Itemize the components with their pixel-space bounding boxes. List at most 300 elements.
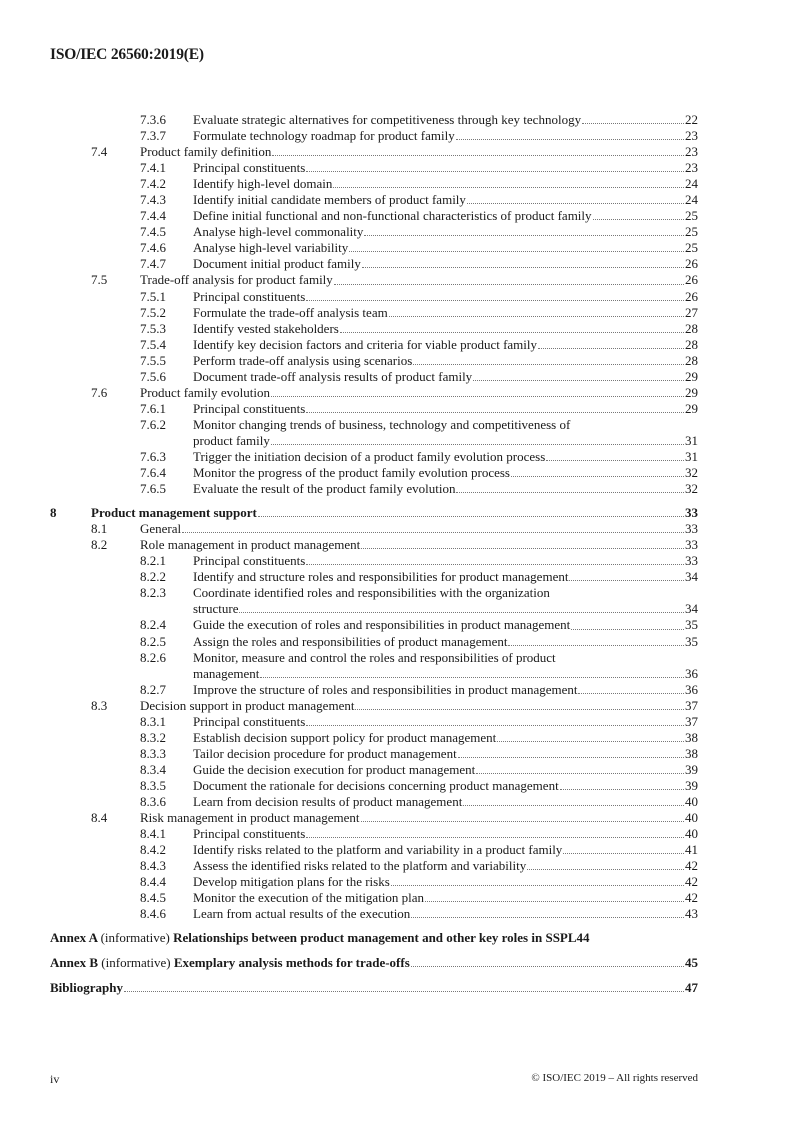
page-ref[interactable]: 32: [685, 481, 698, 497]
page-ref[interactable]: 39: [685, 761, 698, 777]
section-number: 8.3.6: [140, 793, 166, 809]
dot-leader: [272, 144, 684, 156]
dot-leader: [511, 465, 684, 477]
page-ref[interactable]: 40: [685, 826, 698, 842]
entry-body: [193, 682, 698, 698]
annex-heading[interactable]: [50, 980, 123, 996]
toc-entry[interactable]: [50, 617, 698, 633]
entry-body: [193, 449, 698, 465]
toc-entry[interactable]: [50, 746, 698, 762]
toc-entry[interactable]: [50, 714, 698, 730]
dot-leader: [456, 128, 684, 140]
entry-body: [140, 144, 698, 160]
page-ref[interactable]: 25: [685, 224, 698, 240]
toc-entry[interactable]: [50, 144, 698, 160]
section-title[interactable]: Identify vested stakeholders: [193, 320, 339, 336]
entry-body: [193, 353, 698, 369]
page-ref[interactable]: 37: [685, 713, 698, 729]
entry-body: [193, 128, 698, 144]
page-number: iv: [50, 1072, 60, 1086]
dot-leader: [476, 762, 684, 774]
page-ref[interactable]: 37: [685, 697, 698, 713]
section-number: 8.4.3: [140, 858, 166, 874]
dot-leader: [569, 569, 684, 581]
toc-entry[interactable]: [50, 810, 698, 826]
toc-entry[interactable]: [50, 208, 698, 224]
page-ref[interactable]: 41: [685, 842, 698, 858]
entry-body: [193, 601, 698, 617]
annex-label: Annex B: [50, 955, 99, 971]
section-title[interactable]: Role management in product management: [140, 537, 361, 553]
section-title[interactable]: Formulate the trade-off analysis team: [193, 304, 388, 320]
section-title[interactable]: Principal constituents: [193, 826, 306, 842]
dot-leader: [306, 289, 684, 301]
section-number: 7.6.2: [140, 416, 166, 432]
toc-entry[interactable]: [50, 192, 698, 208]
section-title-continued[interactable]: management: [193, 665, 260, 681]
section-title[interactable]: General: [140, 521, 182, 537]
toc-entry[interactable]: [50, 537, 698, 553]
section-title[interactable]: Perform trade-off analysis using scenarios: [193, 352, 413, 368]
section-number: 8.2.5: [140, 633, 166, 649]
entry-body: [193, 730, 698, 746]
entry-body: [193, 208, 698, 224]
toc-entry[interactable]: [50, 465, 698, 481]
section-title[interactable]: Analyse high-level variability: [193, 240, 349, 256]
page-ref[interactable]: 26: [685, 272, 698, 288]
toc-entry[interactable]: [50, 505, 698, 521]
entry-body: [193, 858, 698, 874]
section-title[interactable]: Evaluate strategic alternatives for competitiveness through key technology: [193, 112, 582, 127]
dot-leader: [458, 746, 684, 758]
entry-body: [193, 289, 698, 305]
document-id: ISO/IEC 26560:2019(E): [50, 46, 204, 63]
dot-leader: [593, 208, 684, 220]
section-title[interactable]: Improve the structure of roles and responsibilities in product management: [193, 681, 578, 697]
section-title-continued[interactable]: structure: [193, 601, 239, 617]
section-title[interactable]: Document trade-off analysis results of product family: [193, 368, 473, 384]
entry-body: [140, 698, 698, 714]
entry-body: [193, 842, 698, 858]
section-number: 8.2.1: [140, 553, 166, 569]
toc-entry[interactable]: [50, 521, 698, 537]
section-title[interactable]: Identify and structure roles and responsibilities for product management: [193, 569, 569, 585]
page-ref[interactable]: 33: [685, 553, 698, 569]
toc-entry[interactable]: [50, 321, 698, 337]
toc-entry[interactable]: [50, 337, 698, 353]
toc-entry[interactable]: [50, 160, 698, 176]
toc-entry-continuation[interactable]: [50, 666, 698, 682]
section-title[interactable]: Establish decision support policy for product management: [193, 729, 497, 745]
dot-leader: [334, 272, 684, 284]
section-title[interactable]: Identify key decision factors and criteria for viable product family: [193, 336, 538, 352]
section-number: 8.2.4: [140, 617, 166, 633]
dot-leader: [361, 810, 685, 822]
section-number: 8.2.2: [140, 569, 166, 585]
toc-entry[interactable]: [50, 176, 698, 192]
section-number: 7.4.6: [140, 240, 166, 256]
section-title[interactable]: Monitor changing trends of business, technology and competitiveness of: [193, 416, 571, 432]
entry-body: [193, 176, 698, 192]
toc-entry-continuation[interactable]: [50, 601, 698, 617]
toc-entry[interactable]: [50, 778, 698, 794]
entry-title-line: [193, 417, 698, 433]
toc-entry[interactable]: [50, 481, 698, 497]
section-number: 7.4.7: [140, 256, 166, 272]
entry-body: [193, 401, 698, 417]
toc-entry-continuation[interactable]: [50, 433, 698, 449]
toc-entry[interactable]: [50, 874, 698, 890]
entry-title-line: [193, 585, 698, 601]
page-ref[interactable]: 40: [685, 810, 698, 826]
toc-entry[interactable]: [50, 682, 698, 698]
section-number: 7.6.3: [140, 448, 166, 464]
entry-body: [193, 746, 698, 762]
dot-leader: [456, 481, 684, 493]
section-title[interactable]: Trade-off analysis for product family: [140, 272, 333, 288]
entry-body: [193, 256, 698, 272]
entry-body: [193, 714, 698, 730]
section-number: 7.4.3: [140, 192, 166, 208]
page-ref[interactable]: 28: [685, 352, 698, 368]
section-number: 7.5.6: [140, 368, 166, 384]
annex-type: (informative): [100, 930, 170, 946]
section-title[interactable]: Document the rationale for decisions concerning product management: [193, 777, 559, 793]
page-ref[interactable]: 23: [685, 144, 698, 160]
toc-entry[interactable]: [50, 272, 698, 288]
section-number: 7.5: [91, 272, 108, 288]
dot-leader: [467, 192, 684, 204]
page-ref[interactable]: 29: [685, 384, 698, 400]
entry-body: [50, 980, 698, 996]
section-number: 7.4.4: [140, 208, 166, 224]
annex-entry[interactable]: [50, 955, 698, 980]
entry-body: [140, 385, 698, 401]
section-number: 8.2.7: [140, 681, 166, 697]
toc-entry[interactable]: [50, 353, 698, 369]
section-number: 8.4.6: [140, 906, 166, 922]
dot-leader: [124, 980, 684, 992]
page-ref[interactable]: 42: [685, 858, 698, 874]
toc-entry[interactable]: [50, 585, 698, 601]
dot-leader: [182, 521, 684, 533]
section-number: 7.3.6: [140, 112, 166, 127]
page-ref[interactable]: 44: [576, 930, 590, 946]
dot-leader: [463, 794, 684, 806]
table-of-contents: [50, 112, 698, 1005]
section-title[interactable]: Formulate technology roadmap for product family: [193, 128, 455, 144]
entry-body: [140, 810, 698, 826]
entry-body: [193, 874, 698, 890]
toc-entry[interactable]: [50, 385, 698, 401]
dot-leader: [362, 256, 684, 268]
dot-leader: [508, 634, 684, 646]
copyright-notice: © ISO/IEC 2019 – All rights reserved: [531, 1072, 698, 1084]
dot-leader: [333, 176, 684, 188]
section-title[interactable]: Product family definition: [140, 144, 272, 160]
section-title[interactable]: Evaluate the result of the product family evolution: [193, 481, 456, 497]
toc-entry[interactable]: [50, 906, 698, 922]
section-number: 7.4.1: [140, 160, 166, 176]
entry-body: [193, 112, 698, 128]
toc-entry[interactable]: [50, 698, 698, 714]
dot-leader: [527, 858, 684, 870]
annex-label: Annex A: [50, 930, 98, 946]
page-ref[interactable]: 35: [685, 633, 698, 649]
section-title[interactable]: Define initial functional and non-functional characteristics of product family: [193, 208, 592, 224]
dot-leader: [355, 698, 684, 710]
annex-title: Relationships between product management and other key roles in SSPL: [173, 930, 577, 946]
page-ref[interactable]: 22: [685, 112, 698, 127]
annex-title: Exemplary analysis methods for trade-offs: [173, 955, 410, 971]
section-title[interactable]: Document initial product family: [193, 256, 361, 272]
dot-leader: [340, 321, 684, 333]
dot-leader: [582, 112, 684, 124]
section-title[interactable]: Identify high-level domain: [193, 176, 333, 192]
page-ref[interactable]: 23: [685, 160, 698, 176]
page-ref[interactable]: 39: [685, 777, 698, 793]
toc-entry[interactable]: [50, 128, 698, 144]
annex-heading[interactable]: [50, 930, 577, 946]
toc-entry[interactable]: [50, 762, 698, 778]
section-number: 8.2: [91, 537, 108, 553]
entry-body: [50, 955, 698, 971]
section-title[interactable]: Monitor the progress of the product family evolution process: [193, 465, 510, 481]
section-number: 8.4.2: [140, 842, 166, 858]
section-number: 8.3.3: [140, 745, 166, 761]
dot-leader: [349, 240, 684, 252]
entry-body: [193, 569, 698, 585]
dot-leader: [389, 305, 684, 317]
entry-body: [193, 778, 698, 794]
dot-leader: [271, 385, 684, 397]
dot-leader: [411, 906, 684, 918]
entry-body: [91, 505, 698, 521]
toc-entry[interactable]: [50, 794, 698, 810]
section-title[interactable]: Principal constituents: [193, 288, 306, 304]
toc-entry[interactable]: [50, 858, 698, 874]
dot-leader: [271, 433, 684, 445]
dot-leader: [361, 537, 684, 549]
annex-entry[interactable]: [50, 930, 698, 955]
entry-body: [193, 762, 698, 778]
section-number: 7.5.1: [140, 288, 166, 304]
dot-leader: [258, 505, 684, 517]
entry-body: [193, 369, 698, 385]
section-number: 8.2.3: [140, 585, 166, 601]
entry-body: [193, 906, 698, 922]
toc-entry[interactable]: [50, 112, 698, 128]
toc-entry[interactable]: [50, 569, 698, 585]
toc-entry[interactable]: [50, 369, 698, 385]
section-number: 7.5.5: [140, 352, 166, 368]
dot-leader: [411, 955, 684, 967]
section-title[interactable]: Identify risks related to the platform and variability in a product family: [193, 842, 563, 858]
section-number: 8.2.6: [140, 649, 166, 665]
section-title[interactable]: Identify initial candidate members of product family: [193, 192, 466, 208]
section-number: 8.4.1: [140, 826, 166, 842]
entry-body: [193, 305, 698, 321]
toc-entry[interactable]: [50, 730, 698, 746]
page-ref[interactable]: 34: [685, 569, 698, 585]
annex-title: Bibliography: [50, 980, 123, 996]
dot-leader: [239, 601, 684, 613]
section-title[interactable]: Guide the decision execution for product management: [193, 761, 476, 777]
page-ref[interactable]: 25: [685, 208, 698, 224]
page-ref[interactable]: 38: [685, 745, 698, 761]
section-number: 8.3.5: [140, 777, 166, 793]
entry-body: [193, 617, 698, 633]
section-number: 7.4.2: [140, 176, 166, 192]
section-title[interactable]: Decision support in product management: [140, 697, 355, 713]
section-title[interactable]: Assess the identified risks related to the platform and variability: [193, 858, 527, 874]
page-ref[interactable]: 24: [685, 192, 698, 208]
section-title[interactable]: Trigger the initiation decision of a product family evolution process: [193, 448, 546, 464]
section-number: 7.5.4: [140, 336, 166, 352]
page-ref[interactable]: 35: [685, 617, 698, 633]
section-number: 8.1: [91, 521, 108, 537]
section-title[interactable]: Assign the roles and responsibilities of product management: [193, 633, 508, 649]
toc-entry[interactable]: [50, 305, 698, 321]
page-ref[interactable]: 42: [685, 874, 698, 890]
section-title[interactable]: Monitor the execution of the mitigation plan: [193, 890, 425, 906]
section-title[interactable]: Analyse high-level commonality: [193, 224, 364, 240]
page-ref[interactable]: 29: [685, 368, 698, 384]
section-title[interactable]: Guide the execution of roles and responsibilities in product management: [193, 617, 571, 633]
section-number: 7.5.2: [140, 304, 166, 320]
dot-leader: [391, 874, 684, 886]
section-title[interactable]: Learn from actual results of the execution: [193, 906, 411, 922]
section-number: 7.6.1: [140, 400, 166, 416]
page-ref[interactable]: 27: [685, 304, 698, 320]
page-ref[interactable]: 33: [685, 505, 698, 521]
annex-heading[interactable]: [50, 955, 410, 971]
dot-leader: [538, 337, 684, 349]
section-title[interactable]: Develop mitigation plans for the risks: [193, 874, 390, 890]
page-ref[interactable]: 34: [685, 601, 698, 617]
section-title[interactable]: Coordinate identified roles and responsibilities with the organization: [193, 585, 550, 601]
annex-entry[interactable]: [50, 980, 698, 1005]
page-ref[interactable]: 33: [685, 521, 698, 537]
dot-leader: [306, 826, 684, 838]
page-ref[interactable]: 29: [685, 400, 698, 416]
toc-entry[interactable]: [50, 240, 698, 256]
annex-type: (informative): [101, 955, 171, 971]
page-ref[interactable]: 36: [685, 665, 698, 681]
section-number: 8.4.5: [140, 890, 166, 906]
dot-leader: [473, 369, 684, 381]
entry-body: [140, 272, 698, 288]
entry-body: [193, 481, 698, 497]
section-title[interactable]: Principal constituents: [193, 400, 306, 416]
section-number: 7.6: [91, 384, 108, 400]
toc-entry[interactable]: [50, 842, 698, 858]
toc-entry[interactable]: [50, 449, 698, 465]
entry-title-line: [193, 650, 698, 666]
dot-leader: [563, 842, 684, 854]
dot-leader: [306, 401, 684, 413]
dot-leader: [413, 353, 684, 365]
entry-body: [193, 160, 698, 176]
dot-leader: [578, 682, 684, 694]
entry-body: [193, 337, 698, 353]
toc-entry[interactable]: [50, 401, 698, 417]
entry-body: [193, 666, 698, 682]
page-ref[interactable]: 25: [685, 240, 698, 256]
section-title[interactable]: Risk management in product management: [140, 810, 360, 826]
section-title-continued[interactable]: product family: [193, 432, 270, 448]
dot-leader: [546, 449, 684, 461]
section-number: 8.3.1: [140, 713, 166, 729]
section-title[interactable]: Product management support: [91, 505, 257, 521]
entry-body: [193, 890, 698, 906]
page-ref[interactable]: 36: [685, 681, 698, 697]
page-ref[interactable]: 26: [685, 288, 698, 304]
toc-entry[interactable]: [50, 890, 698, 906]
toc-entry[interactable]: [50, 256, 698, 272]
page-ref[interactable]: 43: [685, 906, 698, 922]
section-number: 7.4.5: [140, 224, 166, 240]
section-number: 8.4.4: [140, 874, 166, 890]
page-ref[interactable]: 31: [685, 448, 698, 464]
section-title[interactable]: Learn from decision results of product management: [193, 793, 463, 809]
section-title[interactable]: Monitor, measure and control the roles and responsibilities of product: [193, 649, 556, 665]
page-ref[interactable]: 28: [685, 320, 698, 336]
entry-body: [50, 930, 698, 946]
page-ref[interactable]: 28: [685, 336, 698, 352]
toc-entry[interactable]: [50, 650, 698, 666]
entry-body: [140, 537, 698, 553]
section-title[interactable]: Principal constituents: [193, 553, 306, 569]
section-title[interactable]: Principal constituents: [193, 713, 306, 729]
toc-entry[interactable]: [50, 553, 698, 569]
dot-leader: [560, 778, 684, 790]
entry-body: [193, 240, 698, 256]
toc-entry[interactable]: [50, 289, 698, 305]
section-number: 7.6.4: [140, 465, 166, 481]
section-title[interactable]: Principal constituents: [193, 160, 306, 176]
page-ref[interactable]: 23: [685, 128, 698, 144]
dot-leader: [425, 890, 684, 902]
toc-entry[interactable]: [50, 826, 698, 842]
dot-leader: [306, 160, 684, 172]
section-number: 8.4: [91, 810, 108, 826]
toc-entry[interactable]: [50, 417, 698, 433]
page-ref[interactable]: 42: [685, 890, 698, 906]
toc-entry[interactable]: [50, 634, 698, 650]
page-ref[interactable]: 31: [685, 432, 698, 448]
page-ref[interactable]: 26: [685, 256, 698, 272]
dot-leader: [364, 224, 684, 236]
section-title[interactable]: Tailor decision procedure for product management: [193, 745, 457, 761]
section-title[interactable]: Product family evolution: [140, 384, 270, 400]
entry-body: [193, 433, 698, 449]
page-ref[interactable]: 38: [685, 729, 698, 745]
toc-entry[interactable]: [50, 224, 698, 240]
section-number: 8.3: [91, 697, 108, 713]
page-ref[interactable]: 47: [685, 980, 698, 996]
entry-body: [193, 465, 698, 481]
entry-body: [140, 521, 698, 537]
page-ref[interactable]: 40: [685, 793, 698, 809]
section-number: 8.3.2: [140, 729, 166, 745]
dot-leader: [571, 617, 684, 629]
section-number: 7.3.7: [140, 128, 166, 144]
page-ref[interactable]: 33: [685, 537, 698, 553]
page-ref[interactable]: 24: [685, 176, 698, 192]
page-ref[interactable]: 32: [685, 465, 698, 481]
page-ref[interactable]: 45: [685, 955, 698, 971]
